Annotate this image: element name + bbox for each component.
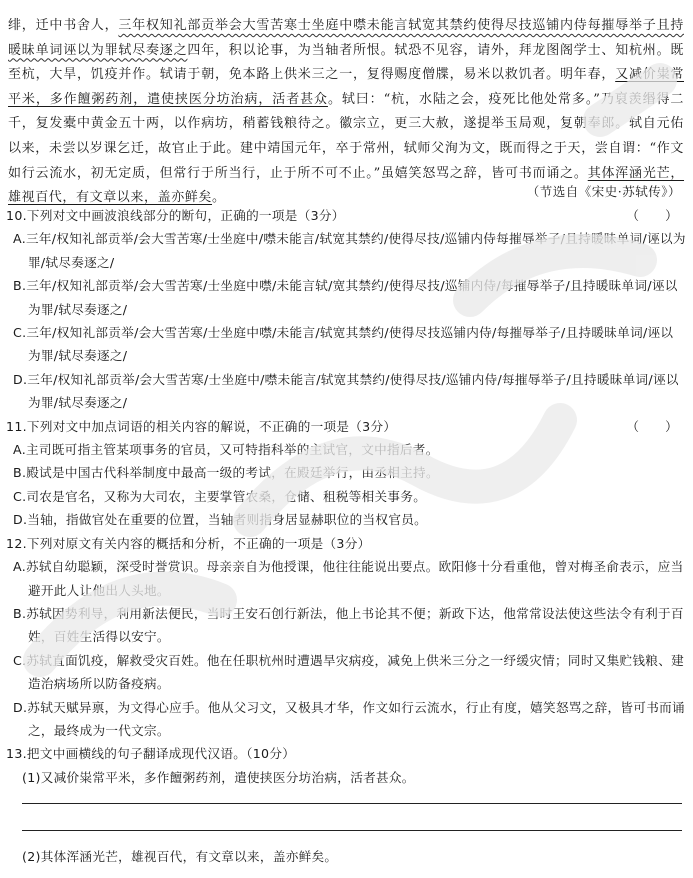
question-11 <box>6 415 686 532</box>
option-a: A.主司既可指主管某项事务的官员，又可特指科举的主试官，文中指后者。 <box>13 442 439 458</box>
passage-middle-2: 。轼曰：“杭，水陆之会，疫死比他处常多。”乃裒羡缗得二千，复发橐中黄金五十两，以作病坊，稍蓄钱粮待之。徽宗立，更三大赦，遂提举玉局观，复朝奉郎。轼自元佑以来，未尝以岁课乞迁，故官止于此。建中靖国元年，卒于常州，轼师父洵为文，既而得之于天，尝自谓：“作文如行云流水，初无定质，但常行于所当行，止于所不可不止。”虽嬉笑怒骂之辞，皆可书而诵之。 <box>8 91 684 181</box>
option-d: D.当轴，指做官处在重要的位置，当轴者则指身居显赫职位的当权官员。 <box>13 512 428 528</box>
passage-start: 绯，迁中书舍人， <box>8 18 119 33</box>
option-d: D.三年/权知礼部贡举/会大雪苦寒/士坐庭中/噤未能言/轼宽其禁约/使得尽技/巡铺内侍/每摧辱举子/且持暖昧单词/诬以为罪/轼尽奏逐之/ <box>13 371 679 411</box>
passage-end: 。 <box>212 190 226 206</box>
answer-paren: （ ） <box>626 208 678 223</box>
option-c: C.司农是官名，又称为大司农，主要掌管农桑，仓储、租税等相关事务。 <box>13 488 427 504</box>
question-stem: 12.下列对原文有关内容的概括和分析，不正确的一项是（3分） <box>6 535 371 551</box>
option-b: B.殿试是中国古代科举制度中最高一级的考试，在殿廷举行，由丞相主持。 <box>13 465 439 481</box>
underlined-sentence-2: 其体浑涵光芒，雄视百代，有文章以来，盖亦鲜矣 <box>8 165 685 206</box>
question-stem: 11.下列对文中加点词语的相关内容的解说，不正确的一项是（3分） <box>6 418 397 434</box>
option-c: C.苏轼直面饥疫，解救受灾百姓。他在任职杭州时遭遇旱灾病疫，减免上供米三分之一纾缓灾情；同时又集贮钱粮、建造治病场所以防备疫病。 <box>13 652 684 692</box>
option-b: B.苏轼因势利导，利用新法便民，当时王安石创行新法，他上书论其不便；新政下达，他常常设法使这些法令有利于百姓，百姓生活得以安宁。 <box>13 605 684 645</box>
question-stem: 13.把文中画横线的句子翻译成现代汉语。（10分） <box>6 746 296 762</box>
questions-section <box>6 204 686 869</box>
source-citation: （节选自《宋史·苏轼传》） <box>526 184 681 199</box>
question-stem: 10.下列对文中画波浪线部分的断句，正确的一项是（3分） <box>6 208 345 223</box>
option-a: A.三年/权知礼部贡举/会大雪苦寒/士坐庭中/噤未能言/轼宽其禁约/使得尽技/巡铺内侍每摧辱举子/且持暖昧单词/诬以为罪/轼尽奏逐之/ <box>13 231 686 270</box>
question-13 <box>6 742 686 868</box>
passage-middle: 四年，积以论事，为当轴者所恨。轼恐不见容，请外，拜龙图阁学士、知杭州。既至杭，大旱，饥疫并作。轼请于朝，免本路上供米三之一，复得赐度僧牒，易米以救饥者。明年春， <box>8 42 684 83</box>
answer-paren: （ ） <box>626 418 678 434</box>
question-10 <box>6 204 686 415</box>
option-d: D.苏轼天赋异禀，为文得心应手。他从父习文，又极具才华，作文如行云流水，行止有度，嬉笑怒骂之辞，皆可书而诵之，最终成为一代文宗。 <box>13 699 685 738</box>
option-c: C.三年/权知礼部贡举/会大雪苦寒/士坐庭中噤/未能言/轼宽其禁约/使得尽技巡铺内侍/每摧辱举子/且持暖昧单词/诬以为罪/轼尽奏逐之/ <box>13 325 674 364</box>
option-b: B.三年/权知礼部贡举/会大雪苦寒/士坐庭中噤/未能言轼/宽其禁约/使得尽技/巡铺内侍/每摧辱举子/且持暖昧单词/诬以为罪/轼尽奏逐之/ <box>13 278 678 317</box>
option-a: A.苏轼自幼聪颖，深受时誉赏识。母亲亲自为他授课，他往往能说出要点。欧阳修十分看重他，曾对梅圣俞表示，应当避开此人让他出人头地。 <box>13 559 684 598</box>
wavy-underlined-sentence: 三年权知礼部贡举会大雪苦寒士坐庭中噤未能言轼宽其禁约使得尽技巡铺内侍每摧辱举子且持暖昧单词诬以为罪轼尽奏逐之 <box>8 18 684 58</box>
translation-item-2: (2)其体浑涵光芒，雄视百代，有文章以来，盖亦鲜矣。 <box>22 849 338 865</box>
underlined-sentence-1: 又减价粜常平米，多作饘粥药剂，遣使挟医分坊治病，活者甚众 <box>8 67 684 107</box>
question-12 <box>6 532 686 743</box>
translation-item-1: (1)又减价粜常平米，多作饘粥药剂，遣使挟医分坊治病，活者甚众。 <box>22 769 415 785</box>
